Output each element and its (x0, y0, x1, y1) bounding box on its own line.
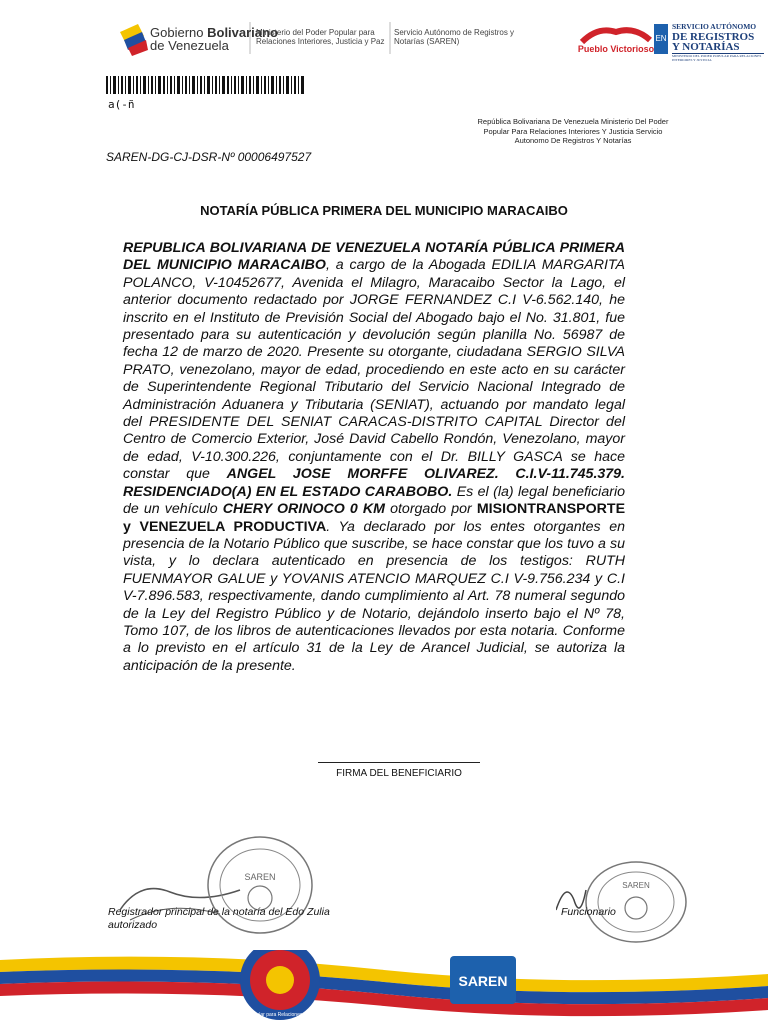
body-paragraph-3: otorgado por (384, 501, 477, 518)
reference-number: SAREN-DG-CJ-DSR-Nº 00006497527 (106, 150, 312, 164)
signature-label: FIRMA DEL BENEFICIARIO (336, 768, 462, 779)
vehicle-name: CHERY ORINOCO 0 KM (222, 501, 385, 518)
program-name: MISIONTRANSPORTE y VENEZUELA PRODUCTIVA (123, 501, 626, 535)
registrar-label: Registrador principal de la notaría del Edo Zulia autorizado (108, 906, 330, 931)
footer-band (0, 950, 768, 1024)
saren-logo: EN SERVICIO AUTÓNOMO DE REGISTROS Y NOTARÍAS MINISTERIO DEL PODER POPULAR PARA RELACIONES INTERIORES Y JUSTICIA (654, 18, 764, 62)
signature-line (318, 762, 480, 763)
official-label: Funcionario (561, 906, 616, 918)
svg-text:SAREN: SAREN (622, 881, 650, 890)
svg-text:SAREN: SAREN (244, 872, 276, 882)
header-bar (104, 12, 760, 62)
body-paragraph-1: , a cargo de la Abogada EDILIA MARGARITA POLANCO, V-10452677, Avenida el Milagro, Maracaibo Sector la Lago, el anterior documento redactado por JORGE FERNANDEZ C.I V-6.562.140, he inscrito en el Instituto de Previsión Social del Abogado bajo el No. 31.801, fue presentado para su autenticación y devolución según planilla No. 56987 de fecha 12 de marzo de 2020. Presente su otorgante, ciudadana SERGIO SILVA PRATO, venezolano, mayor de edad, procediendo en este acto en su carácter de Superintendente Regional Tributario del Servicio Nacional Integrado de Administración Aduanera y Tributaria (SENIAT), actuando por mandato legal del PRESIDENTE DEL SENIAT CARACAS-DISTRITO CAPITAL Director del Centro de Comercio Exterior, José David Cabello Rondón, Venezolano, mayor de edad, V-10.300.226, conjuntamente con el Dr. BILLY GASCA se hace constar que (123, 257, 625, 483)
gobierno-name: Gobierno Bolivariano de Venezuela (150, 25, 278, 53)
saren-service-text: Servicio Autónomo de Registros y Notarías (SAREN) (394, 28, 515, 46)
beneficiary-name: ANGEL JOSE MORFFE OLIVAREZ. C.I.V-11.745.379. RESIDENCIADO(A) EN EL ESTADO CARABOBO. (123, 466, 625, 500)
registrar-stamp (110, 830, 340, 950)
official-stamp (556, 860, 696, 950)
document-title: NOTARÍA PÚBLICA PRIMERA DEL MUNICIPIO MARACAIBO (200, 203, 568, 218)
barcode (106, 76, 306, 94)
document-body (123, 240, 625, 675)
body-paragraph-4: . Ya declarado por los entes otorgantes en presencia de la Notario Público que suscribe, se hace constar que los tuvo a su vista, y lo declara autenticado en presencia de los testigos: RUTH FUENMAYOR GALUE y YOVANIS ATENCIO MARQUEZ C.I V-9.756.234 y C.I V-7.896.583, respectivamente, dando cumplimiento al Art. 78 numeral segundo de la Ley del Registro Público y de Notario, dejándolo inserto bajo el Nº 78, Tomo 107, de los libros de autenticaciones llevados por esta notaria. Conforme a lo previsto en el artículo 31 de la Ley de Arancel Judicial, se autoriza la anticipación de la presente. (123, 518, 625, 674)
pueblo-victorioso-logo (578, 22, 654, 56)
barcode-caption: a(-ñ (108, 98, 135, 111)
svg-text:Ministerio del Poder Popular p: Ministerio del Poder Popular para Relaciones Interiores, Justicia y Paz (202, 1012, 358, 1018)
svg-text:SAREN: SAREN (458, 973, 508, 989)
ministry-text: Ministerio del Poder Popular para Relaciones Interiores, Justicia y Paz (256, 28, 385, 46)
svg-text:Pueblo Victorioso: Pueblo Victorioso (578, 44, 654, 54)
header-institution-text: República Bolivariana De Venezuela Ministerio Del Poder Popular Para Relaciones Interiores Y Justicia Servicio Autonomo De Registros Y Notarías (477, 117, 669, 145)
body-heading-bold: REPUBLICA BOLIVARIANA DE VENEZUELA NOTARÍA PÚBLICA PRIMERA DEL MUNICIPIO MARACAIBO (123, 240, 625, 274)
body-paragraph-2: Es el (la) legal beneficiario de un vehículo (123, 483, 625, 518)
